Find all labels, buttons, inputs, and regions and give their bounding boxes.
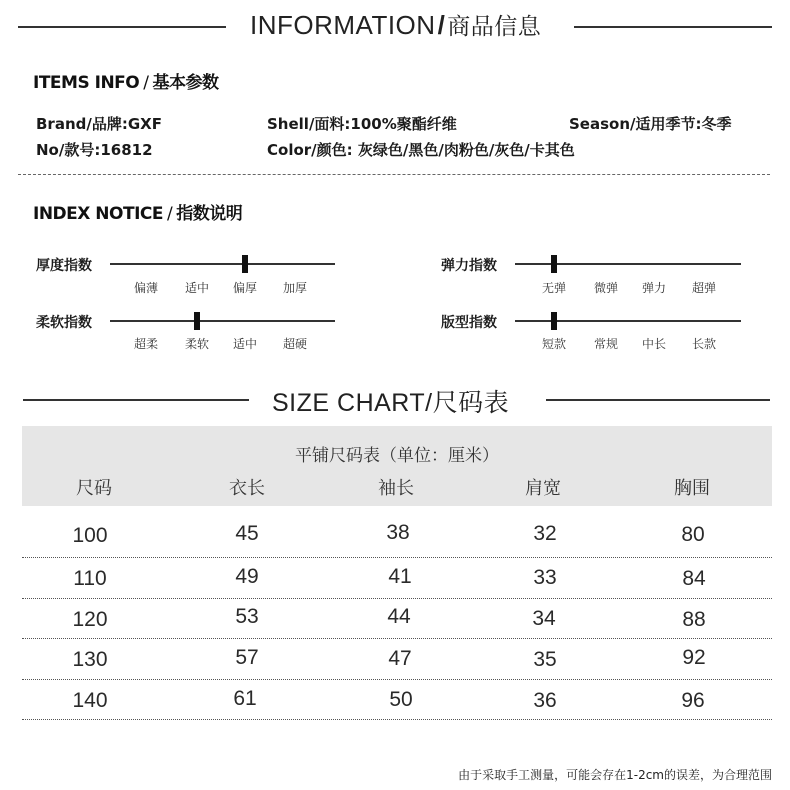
softness-tick-3: 适中 [232, 337, 258, 351]
cell-length: 53 [235, 605, 259, 628]
column-header-chest: 胸围 [674, 478, 710, 499]
cell-shoulder: 34 [532, 607, 556, 630]
index-notice-heading-en: INDEX NOTICE [33, 204, 163, 224]
thickness-index-marker [242, 255, 248, 273]
column-header-length: 衣长 [229, 478, 265, 499]
cell-chest: 96 [681, 689, 705, 712]
elasticity-tick-4: 超弹 [691, 281, 717, 295]
elasticity-index-label: 弹力指数 [441, 258, 497, 274]
items-info-heading-slash: / [143, 73, 149, 93]
cell-length: 57 [235, 646, 259, 669]
softness-index-scale [110, 320, 335, 322]
fit-tick-1: 短款 [541, 337, 567, 351]
shell-info: Shell/面料:100%聚酯纤维 [267, 115, 457, 133]
fit-tick-2: 常规 [593, 337, 619, 351]
cell-length: 49 [235, 565, 259, 588]
cell-chest: 80 [681, 523, 705, 546]
cell-size: 110 [73, 567, 107, 590]
fit-index-marker [551, 312, 557, 330]
cell-size: 130 [72, 648, 108, 671]
index-notice-heading [33, 199, 242, 224]
column-header-shoulder: 肩宽 [525, 478, 561, 499]
cell-shoulder: 33 [533, 566, 557, 589]
thickness-tick-3: 偏厚 [232, 281, 258, 295]
elasticity-tick-2: 微弹 [593, 281, 619, 295]
cell-sleeve: 47 [388, 647, 412, 670]
page-title-slash: / [437, 10, 446, 40]
items-info-heading-cn: 基本参数 [152, 73, 219, 93]
elasticity-index-marker [551, 255, 557, 273]
fit-index-scale [515, 320, 741, 322]
cell-chest: 88 [682, 608, 706, 631]
column-header-sleeve: 袖长 [378, 478, 414, 499]
items-info-heading-en: ITEMS INFO [33, 73, 140, 93]
cell-shoulder: 35 [533, 648, 557, 671]
page-title [250, 8, 541, 41]
cell-size: 140 [72, 689, 108, 712]
season-info: Season/适用季节:冬季 [569, 115, 732, 133]
softness-tick-1: 超柔 [133, 337, 159, 351]
measurement-footnote: 由于采取手工测量，可能会存在1-2cm的误差，为合理范围 [458, 768, 772, 782]
column-header-size: 尺码 [76, 478, 112, 499]
cell-shoulder: 36 [533, 689, 557, 712]
softness-index-label: 柔软指数 [36, 315, 92, 331]
size-table-caption: 平铺尺码表（单位：厘米） [295, 446, 499, 466]
size-chart-rule-left [23, 399, 249, 401]
softness-index-marker [194, 312, 200, 330]
style-number-info: No/款号:16812 [36, 141, 153, 159]
row-divider [22, 719, 772, 720]
cell-sleeve: 50 [389, 688, 413, 711]
fit-index-label: 版型指数 [441, 315, 497, 331]
size-chart-title: SIZE CHART/尺码表 [272, 389, 510, 417]
row-divider [22, 679, 772, 680]
thickness-index-scale [110, 263, 335, 265]
softness-tick-2: 柔软 [184, 337, 210, 351]
index-notice-heading-slash: / [167, 204, 173, 224]
fit-tick-4: 长款 [691, 337, 717, 351]
header-rule-left [18, 26, 226, 28]
items-info-heading [33, 68, 218, 93]
softness-tick-4: 超硬 [282, 337, 308, 351]
cell-chest: 84 [682, 567, 706, 590]
elasticity-tick-1: 无弹 [541, 281, 567, 295]
brand-info: Brand/品牌:GXF [36, 115, 162, 133]
cell-size: 120 [72, 608, 108, 631]
row-divider [22, 598, 772, 599]
thickness-tick-2: 适中 [184, 281, 210, 295]
index-notice-heading-cn: 指数说明 [176, 204, 243, 224]
size-chart-rule-right [546, 399, 770, 401]
row-divider [22, 557, 772, 558]
thickness-index-label: 厚度指数 [36, 258, 92, 274]
color-info: Color/颜色: 灰绿色/黑色/肉粉色/灰色/卡其色 [267, 141, 575, 159]
thickness-tick-1: 偏薄 [133, 281, 159, 295]
cell-sleeve: 38 [386, 521, 410, 544]
elasticity-index-scale [515, 263, 741, 265]
cell-sleeve: 44 [387, 605, 411, 628]
section-divider [18, 174, 770, 175]
thickness-tick-4: 加厚 [282, 281, 308, 295]
row-divider [22, 638, 772, 639]
cell-shoulder: 32 [533, 522, 557, 545]
page-title-en: INFORMATION [250, 10, 436, 40]
cell-length: 61 [233, 687, 257, 710]
header-rule-right [574, 26, 772, 28]
elasticity-tick-3: 弹力 [641, 281, 667, 295]
fit-tick-3: 中长 [641, 337, 667, 351]
cell-size: 100 [72, 524, 108, 547]
page-title-cn: 商品信息 [447, 13, 542, 39]
cell-chest: 92 [682, 646, 706, 669]
cell-sleeve: 41 [388, 565, 412, 588]
cell-length: 45 [235, 522, 259, 545]
